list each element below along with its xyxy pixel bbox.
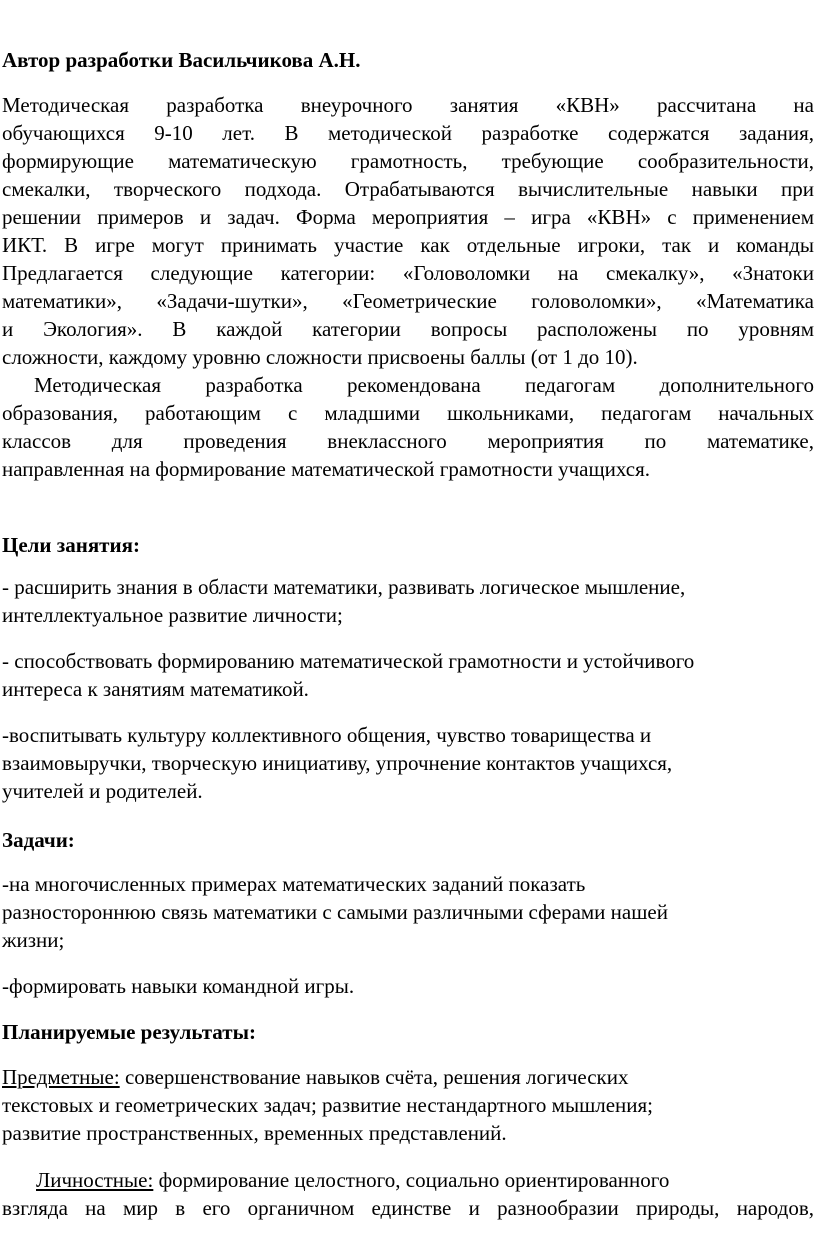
personal-text: формирование целостного, социально ориентированного — [153, 1168, 670, 1192]
goal-item-line: взаимовыручки, творческую инициативу, упрочнение контактов учащихся, — [2, 751, 673, 775]
recommendation-line: классов для проведения внеклассного мероприятия по математике, — [2, 429, 814, 453]
recommendation-line: Методическая разработка рекомендована педагогам дополнительного — [34, 373, 814, 397]
intro-line: математики», «Задачи-шутки», «Геометрические головоломки», «Математика — [2, 289, 814, 313]
goal-item-line: -воспитывать культуру коллективного общения, чувство товарищества и — [2, 723, 652, 747]
results-subject-line: развитие пространственных, временных представлений. — [2, 1121, 507, 1145]
goal-item-line: учителей и родителей. — [2, 779, 203, 803]
task-item-line: разностороннюю связь математики с самыми различными сферами нашей — [2, 900, 668, 924]
recommendation-line: направленная на формирование математической грамотности учащихся. — [2, 457, 651, 481]
task-item-line: -на многочисленных примерах математических заданий показать — [2, 872, 586, 896]
subject-label: Предметные: — [2, 1065, 120, 1089]
goal-item-line: интереса к занятиям математикой. — [2, 677, 309, 701]
goal-item-line: интеллектуальное развитие личности; — [2, 603, 343, 627]
intro-line: и Экология». В каждой категории вопросы расположены по уровням — [2, 317, 814, 341]
author-line: Автор разработки Васильчикова А.Н. — [2, 48, 361, 72]
task-item-line: жизни; — [2, 928, 65, 952]
intro-line: формирующие математическую грамотность, требующие сообразительности, — [2, 149, 814, 173]
intro-line: ИКТ. В игре могут принимать участие как отдельные игроки, так и команды — [2, 233, 814, 257]
intro-line: решении примеров и задач. Форма мероприятия – игра «КВН» с применением — [2, 205, 814, 229]
task-item-line: -формировать навыки командной игры. — [2, 974, 355, 998]
goal-item-line: - расширить знания в области математики, развивать логическое мышление, — [2, 575, 686, 599]
intro-line: сложности, каждому уровню сложности присвоены баллы (от 1 до 10). — [2, 345, 638, 369]
intro-line: Предлагается следующие категории: «Головоломки на смекалку», «Знатоки — [2, 261, 814, 285]
goal-item-line: - способствовать формированию математической грамотности и устойчивого — [2, 649, 695, 673]
results-personal-line — [2, 1167, 814, 1193]
goals-heading: Цели занятия: — [2, 533, 140, 557]
personal-label: Личностные: — [36, 1168, 154, 1192]
results-subject-line: текстовых и геометрических задач; развитие нестандартного мышления; — [2, 1093, 654, 1117]
recommendation-line: образования, работающим с младшими школьниками, педагогам начальных — [2, 401, 814, 425]
subject-text: совершенствование навыков счёта, решения логических — [119, 1065, 629, 1089]
intro-line: Методическая разработка внеурочного занятия «КВН» рассчитана на — [2, 93, 814, 117]
tasks-heading: Задачи: — [2, 828, 75, 852]
results-personal-line: взгляда на мир в его органичном единстве и разнообразии природы, народов, — [2, 1196, 814, 1220]
results-heading: Планируемые результаты: — [2, 1020, 256, 1044]
intro-line: смекалки, творческого подхода. Отрабатываются вычислительные навыки при — [2, 177, 814, 201]
intro-line: обучающихся 9-10 лет. В методической разработке содержатся задания, — [2, 121, 814, 145]
results-subject-line — [2, 1064, 814, 1090]
